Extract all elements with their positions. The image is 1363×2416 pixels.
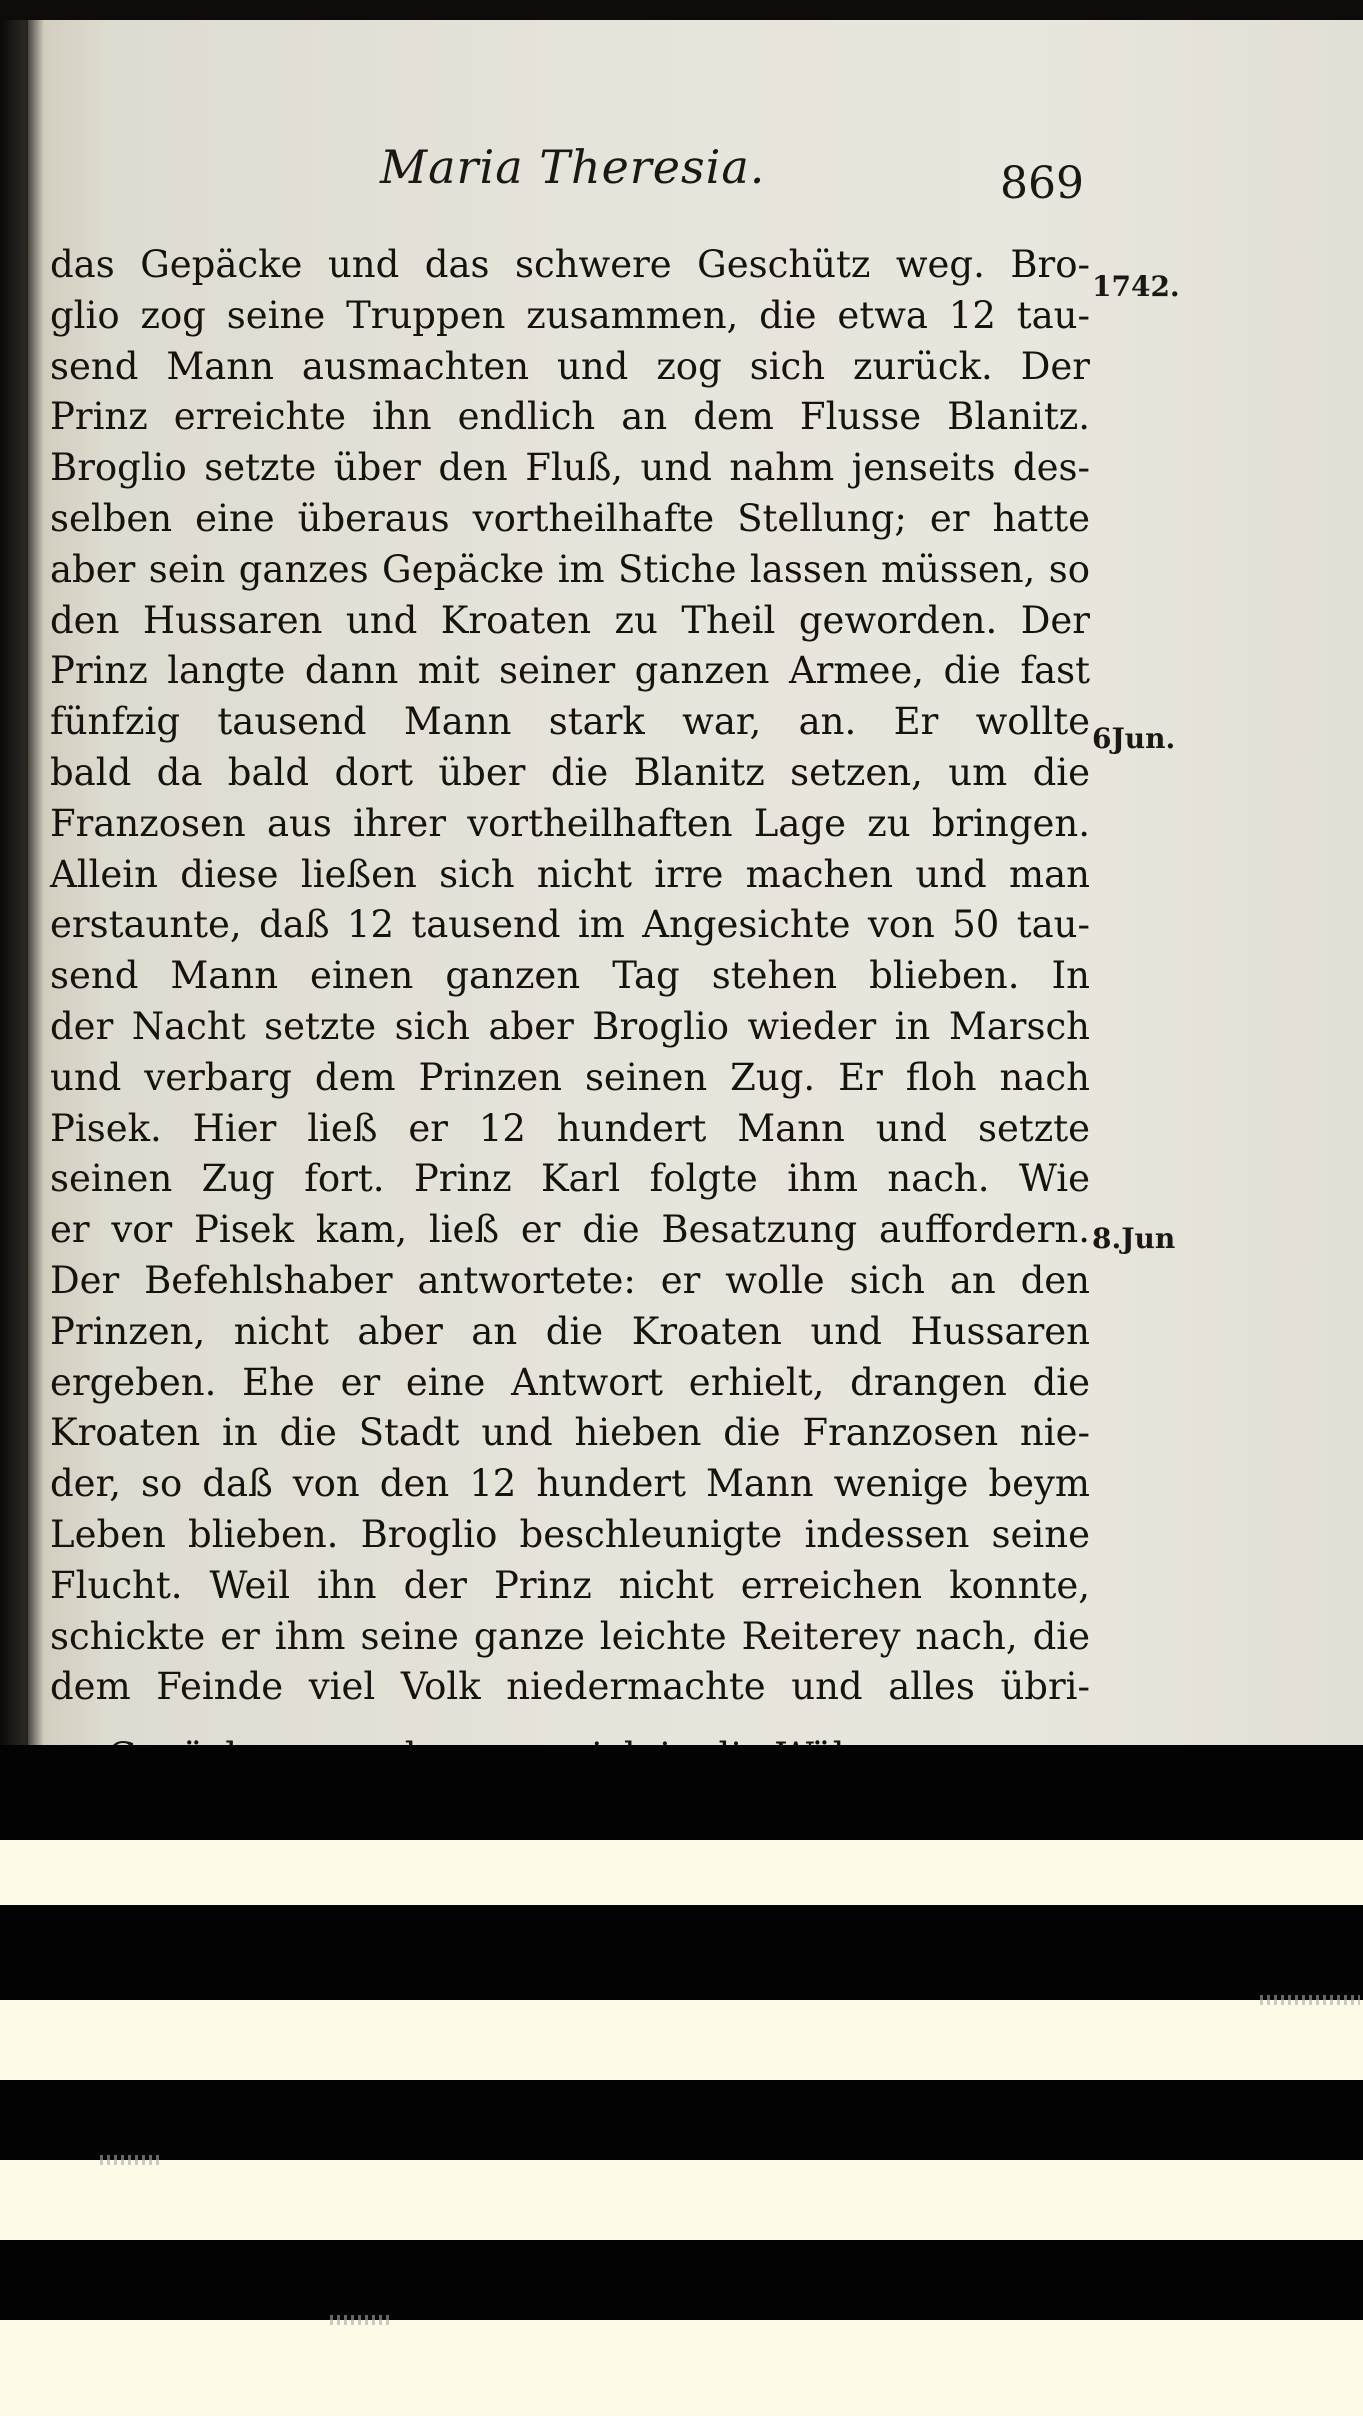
text-line: Kroaten in die Stadt und hieben die Franzosen nie- bbox=[50, 1411, 1090, 1455]
running-head-title: Maria Theresia. bbox=[380, 140, 766, 194]
text-line: Der Befehlshaber antwortete: er wolle sich an den bbox=[50, 1258, 1090, 1302]
cream-band bbox=[0, 2320, 1363, 2416]
margin-date-note: 8.Jun bbox=[1092, 1222, 1176, 1255]
text-line: Prinzen, nicht aber an die Kroaten und Hussaren bbox=[50, 1309, 1090, 1353]
text-line: ergeben. Ehe er eine Antwort erhielt, drangen die bbox=[50, 1360, 1090, 1404]
scan-noise bbox=[1260, 1995, 1360, 2005]
text-line: Prinz langte dann mit seiner ganzen Armee, die fast bbox=[50, 649, 1090, 693]
text-line: aber sein ganzes Gepäcke im Stiche lassen müssen, so bbox=[50, 547, 1090, 591]
text-line: Allein diese ließen sich nicht irre machen und man bbox=[50, 852, 1090, 896]
cream-band bbox=[0, 2160, 1363, 2240]
text-line: send Mann einen ganzen Tag stehen blieben. In bbox=[50, 954, 1090, 998]
text-line: erstaunte, daß 12 tausend im Angesichte von 50 tau- bbox=[50, 903, 1090, 947]
text-line: seinen Zug fort. Prinz Karl folgte ihm nach. Wie bbox=[50, 1157, 1090, 1201]
text-line: Broglio setzte über den Fluß, und nahm jenseits des- bbox=[50, 446, 1090, 490]
text-line: send Mann ausmachten und zog sich zurück. Der bbox=[50, 344, 1090, 388]
text-line: der, so daß von den 12 hundert Mann wenige beym bbox=[50, 1462, 1090, 1506]
cut-off-text-line bbox=[50, 1732, 1090, 1746]
text-line: dem Feinde viel Volk niedermachte und alles übri- bbox=[50, 1665, 1090, 1709]
text-line: Franzosen aus ihrer vortheilhaften Lage zu bringen. bbox=[50, 801, 1090, 845]
black-band bbox=[0, 2240, 1363, 2320]
text-line: schickte er ihm seine ganze leichte Reiterey nach, die bbox=[50, 1614, 1090, 1658]
text-line: bald da bald dort über die Blanitz setzen, um die bbox=[50, 750, 1090, 794]
text-line: fünfzig tausend Mann stark war, an. Er wollte bbox=[50, 700, 1090, 744]
text-line: Pisek. Hier ließ er 12 hundert Mann und setzte bbox=[50, 1106, 1090, 1150]
text-line: Prinz erreichte ihn endlich an dem Flusse Blanitz. bbox=[50, 395, 1090, 439]
scan-noise bbox=[330, 2315, 390, 2325]
black-band bbox=[0, 1745, 1363, 1840]
text-line: den Hussaren und Kroaten zu Theil geworden. Der bbox=[50, 598, 1090, 642]
black-band bbox=[0, 2080, 1363, 2160]
text-line: und verbarg dem Prinzen seinen Zug. Er floh nach bbox=[50, 1055, 1090, 1099]
cream-band bbox=[0, 1840, 1363, 1905]
margin-date-note: 6Jun. bbox=[1092, 722, 1176, 755]
text-line: Leben blieben. Broglio beschleunigte indessen seine bbox=[50, 1512, 1090, 1556]
black-band bbox=[0, 1905, 1363, 2000]
margin-year-note: 1742. bbox=[1092, 270, 1180, 303]
text-line: selben eine überaus vortheilhafte Stellung; er hatte bbox=[50, 496, 1090, 540]
text-line: er vor Pisek kam, ließ er die Besatzung auffordern. bbox=[50, 1208, 1090, 1252]
text-line: der Nacht setzte sich aber Broglio wieder in Marsch bbox=[50, 1004, 1090, 1048]
text-line: Flucht. Weil ihn der Prinz nicht erreichen konnte, bbox=[50, 1563, 1090, 1607]
binding-shadow bbox=[0, 20, 44, 1745]
scan-noise bbox=[100, 2155, 160, 2165]
page-number: 869 bbox=[1000, 158, 1084, 209]
cream-band bbox=[0, 2000, 1363, 2080]
text-line: das Gepäcke und das schwere Geschütz weg. Bro- bbox=[50, 243, 1090, 286]
text-line: glio zog seine Truppen zusammen, die etwa 12 tau- bbox=[50, 293, 1090, 337]
body-text bbox=[50, 240, 1090, 1713]
